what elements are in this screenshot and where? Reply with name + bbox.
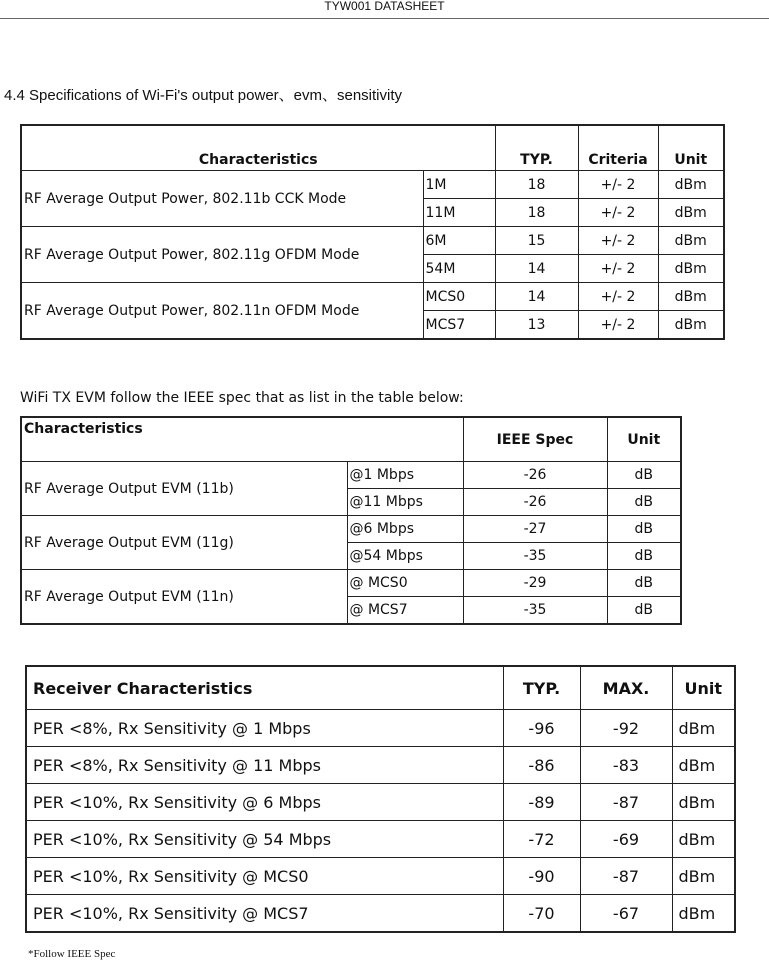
criteria-cell: +/- 2 (578, 199, 658, 227)
max-cell: -87 (580, 784, 672, 821)
max-cell: -69 (580, 821, 672, 858)
typ-cell: -96 (503, 710, 580, 747)
typ-cell: 14 (495, 283, 578, 311)
group-label: RF Average Output EVM (11g) (21, 516, 347, 570)
label-cell: PER <8%, Rx Sensitivity @ 1 Mbps (26, 710, 503, 747)
unit-cell: dBm (672, 747, 735, 784)
spec-cell: -26 (463, 462, 607, 489)
unit-cell: dBm (658, 283, 724, 311)
unit-cell: dBm (672, 858, 735, 895)
col-header-characteristics: Characteristics (21, 417, 463, 462)
max-cell: -87 (580, 858, 672, 895)
table-row (21, 516, 681, 543)
label-cell: PER <10%, Rx Sensitivity @ 6 Mbps (26, 784, 503, 821)
unit-cell: dB (607, 516, 681, 543)
rate-cell: @6 Mbps (347, 516, 463, 543)
col-header-characteristics: Characteristics (21, 125, 495, 171)
unit-cell: dBm (658, 255, 724, 283)
group-label: RF Average Output Power, 802.11g OFDM Mode (21, 227, 423, 283)
typ-cell: 18 (495, 199, 578, 227)
table-row (26, 895, 735, 933)
rate-cell: @ MCS0 (347, 570, 463, 597)
evm-table (20, 416, 682, 625)
table-row (26, 747, 735, 784)
rate-cell: @54 Mbps (347, 543, 463, 570)
col-header-receiver-characteristics: Receiver Characteristics (26, 666, 503, 710)
receiver-table (25, 665, 736, 933)
col-header-unit: Unit (658, 125, 724, 171)
group-label: RF Average Output EVM (11b) (21, 462, 347, 516)
spec-cell: -27 (463, 516, 607, 543)
typ-cell: 15 (495, 227, 578, 255)
unit-cell: dB (607, 462, 681, 489)
table-row (21, 227, 724, 255)
criteria-cell: +/- 2 (578, 311, 658, 340)
table-row (26, 710, 735, 747)
criteria-cell: +/- 2 (578, 227, 658, 255)
evm-note: WiFi TX EVM follow the IEEE spec that as list in the table below: (20, 390, 464, 406)
unit-cell: dBm (658, 171, 724, 199)
footnote: *Follow IEEE Spec (28, 948, 116, 960)
typ-cell: 13 (495, 311, 578, 340)
criteria-cell: +/- 2 (578, 255, 658, 283)
table-header-row (26, 666, 735, 710)
max-cell: -67 (580, 895, 672, 933)
unit-cell: dBm (658, 311, 724, 340)
rate-cell: 54M (423, 255, 495, 283)
label-cell: PER <10%, Rx Sensitivity @ MCS0 (26, 858, 503, 895)
table-row (21, 283, 724, 311)
unit-cell: dB (607, 489, 681, 516)
unit-cell: dB (607, 543, 681, 570)
col-header-max: MAX. (580, 666, 672, 710)
output-power-table (20, 124, 725, 340)
spec-cell: -29 (463, 570, 607, 597)
unit-cell: dB (607, 570, 681, 597)
unit-cell: dBm (672, 895, 735, 933)
spec-cell: -35 (463, 597, 607, 625)
typ-cell: -90 (503, 858, 580, 895)
table-row (26, 858, 735, 895)
col-header-ieee-spec: IEEE Spec (463, 417, 607, 462)
unit-cell: dBm (658, 199, 724, 227)
typ-cell: -89 (503, 784, 580, 821)
rate-cell: 1M (423, 171, 495, 199)
unit-cell: dBm (672, 821, 735, 858)
rate-cell: 6M (423, 227, 495, 255)
rate-cell: MCS0 (423, 283, 495, 311)
table-row (21, 570, 681, 597)
unit-cell: dBm (672, 784, 735, 821)
col-header-typ: TYP. (495, 125, 578, 171)
typ-cell: 18 (495, 171, 578, 199)
criteria-cell: +/- 2 (578, 283, 658, 311)
typ-cell: 14 (495, 255, 578, 283)
unit-cell: dB (607, 597, 681, 625)
rate-cell: MCS7 (423, 311, 495, 340)
typ-cell: -70 (503, 895, 580, 933)
section-heading: 4.4 Specifications of Wi-Fi's output power、evm、sensitivity (4, 87, 403, 104)
group-label: RF Average Output Power, 802.11n OFDM Mode (21, 283, 423, 340)
table-header-row (21, 417, 681, 462)
col-header-unit: Unit (672, 666, 735, 710)
table-row (26, 821, 735, 858)
label-cell: PER <10%, Rx Sensitivity @ MCS7 (26, 895, 503, 933)
unit-cell: dBm (658, 227, 724, 255)
label-cell: PER <10%, Rx Sensitivity @ 54 Mbps (26, 821, 503, 858)
group-label: RF Average Output EVM (11n) (21, 570, 347, 625)
col-header-criteria: Criteria (578, 125, 658, 171)
table-header-row (21, 125, 724, 171)
unit-cell: dBm (672, 710, 735, 747)
col-header-typ: TYP. (503, 666, 580, 710)
rate-cell: 11M (423, 199, 495, 227)
table-row (26, 784, 735, 821)
label-cell: PER <8%, Rx Sensitivity @ 11 Mbps (26, 747, 503, 784)
max-cell: -83 (580, 747, 672, 784)
spec-cell: -35 (463, 543, 607, 570)
col-header-unit: Unit (607, 417, 681, 462)
typ-cell: -72 (503, 821, 580, 858)
table-row (21, 462, 681, 489)
criteria-cell: +/- 2 (578, 171, 658, 199)
max-cell: -92 (580, 710, 672, 747)
rate-cell: @1 Mbps (347, 462, 463, 489)
table-row (21, 171, 724, 199)
rate-cell: @ MCS7 (347, 597, 463, 625)
rate-cell: @11 Mbps (347, 489, 463, 516)
spec-cell: -26 (463, 489, 607, 516)
typ-cell: -86 (503, 747, 580, 784)
group-label: RF Average Output Power, 802.11b CCK Mode (21, 171, 423, 227)
page-header: TYW001 DATASHEET (0, 0, 769, 19)
